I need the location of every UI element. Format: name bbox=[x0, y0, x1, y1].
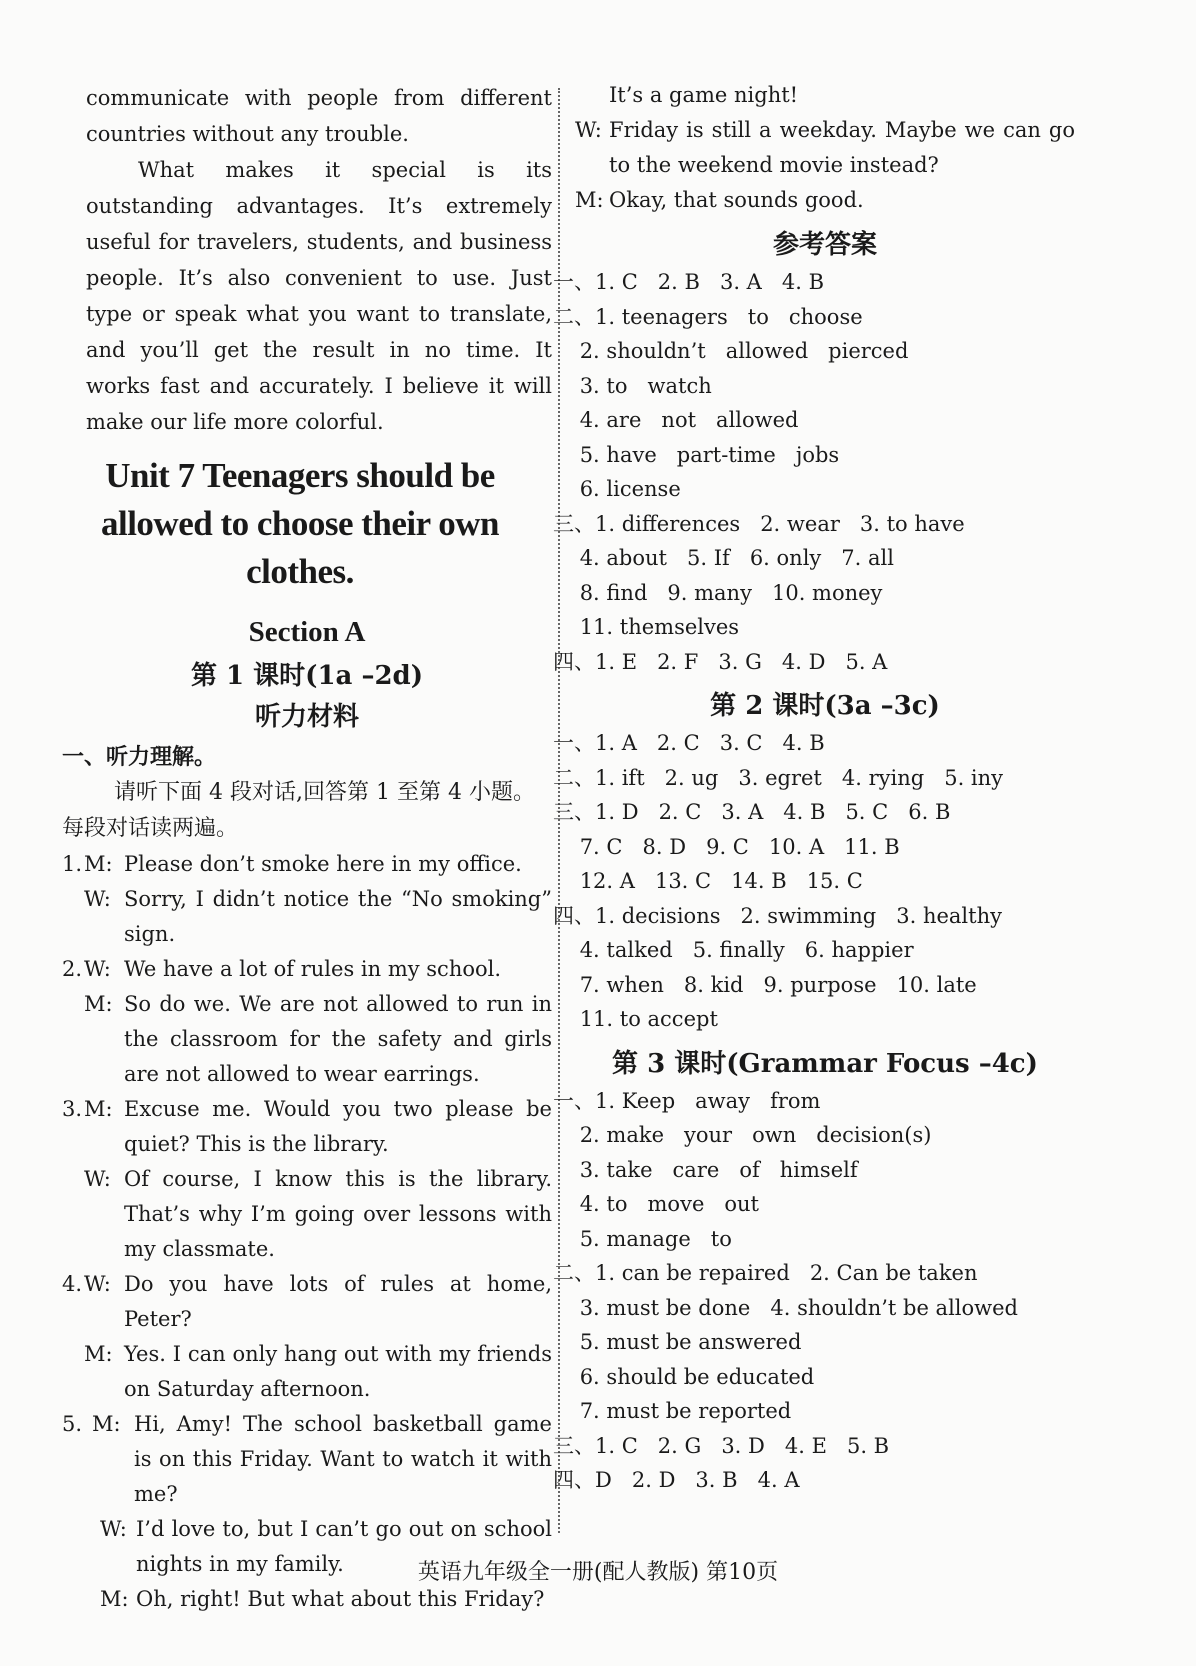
paragraph-advantages: What makes it special is its outstanding advantages. It’s extremely useful for travelers, students, and business people. It’s also convenient to use. Just type or speak what you want to translate, and you’ll get the result in no time. It works fast and accurately. I believe it will make our life more colorful. bbox=[86, 158, 552, 434]
dialogue-line: I’d love to, but I can’t go out on school nights in my family. bbox=[136, 1517, 552, 1576]
answer-line: 三、1. C 2. G 3. D 4. E 5. B bbox=[553, 1433, 890, 1458]
answer-line: 4. talked 5. finally 6. happier bbox=[553, 938, 914, 962]
dialogue-continued: It’s a game night! bbox=[609, 83, 799, 107]
answer-line: 6. should be educated bbox=[553, 1364, 815, 1389]
listening-material-title: 听力材料 bbox=[254, 702, 359, 732]
dialogue-line: Of course, I know this is the library. That’s why I’m going over lessons with my classmate. bbox=[124, 1167, 552, 1261]
dialogue-1: 1. M: Please don’t smoke here in my office. W: Sorry, I didn’t notice the “No smoking” sign. bbox=[62, 847, 552, 952]
answer-line: 一、1. A 2. C 3. C 4. B bbox=[553, 731, 825, 755]
answer-line: 4. about 5. If 6. only 7. all bbox=[553, 546, 894, 570]
page-footer: 英语九年级全一册(配人教版) 第10页 bbox=[417, 1560, 779, 1585]
answer-line: 11. themselves bbox=[553, 615, 740, 639]
answer-line: 4. to move out bbox=[553, 1192, 760, 1216]
dialogue-list bbox=[62, 847, 552, 1617]
paragraph-continued: communicate with people from different countries without any trouble. bbox=[86, 86, 552, 146]
dialogue-line: Friday is still a weekday. Maybe we can go to the weekend movie instead? bbox=[609, 118, 1075, 177]
dialogue-3: 3. M: Excuse me. Would you two please be quiet? This is the library. W: Of course, I know this is the library. That’s why I’m going over lessons with my classmate. bbox=[62, 1092, 552, 1267]
dialogue-line: Okay, that sounds good. bbox=[609, 188, 864, 212]
answer-line: 5. have part-time jobs bbox=[553, 442, 840, 467]
dialogue-5: 5. M: Hi, Amy! The school basketball game is on this Friday. Want to watch it with me? W: I’d love to, but I can’t go out on school nights in my family. M: Oh, right! But what about this Friday? bbox=[62, 1407, 552, 1617]
answer-line: 3. take care of himself bbox=[553, 1157, 858, 1182]
dialogue-2: 2. W: We have a lot of rules in my school. M: So do we. We are not allowed to run in the classroom for the safety and girls are not allowed to wear earrings. bbox=[62, 952, 552, 1092]
dialogue-line: Oh, right! But what about this Friday? bbox=[136, 1587, 545, 1611]
lesson-1-title: 第 1 课时(1a –2d) bbox=[190, 661, 424, 691]
dialogue-line: Hi, Amy! The school basketball game is on this Friday. Want to watch it with me? bbox=[134, 1412, 552, 1506]
answer-line: 7. must be reported bbox=[553, 1399, 792, 1423]
answer-line: 四、D 2. D 3. B 4. A bbox=[553, 1468, 800, 1492]
answer-line: 3. to watch bbox=[553, 373, 712, 398]
answer-line: 2. make your own decision(s) bbox=[553, 1123, 932, 1147]
answer-line: 三、1. differences 2. wear 3. to have bbox=[553, 511, 965, 536]
answer-line: 一、1. Keep away from bbox=[553, 1088, 821, 1113]
lesson-3-title: 第 3 课时(Grammar Focus –4c) bbox=[612, 1048, 1038, 1079]
lesson-1-answers bbox=[553, 265, 1075, 679]
answers-title: 参考答案 bbox=[772, 230, 877, 260]
lesson-2-answers bbox=[553, 726, 1075, 1037]
answer-line: 2. shouldn’t allowed pierced bbox=[553, 339, 909, 363]
lesson-2-title: 第 2 课时(3a –3c) bbox=[710, 691, 940, 721]
answer-line: 二、1. can be repaired 2. Can be taken bbox=[553, 1261, 978, 1285]
answer-line: 二、1. teenagers to choose bbox=[553, 304, 863, 329]
dialogue-line: Sorry, I didn’t notice the “No smoking” sign. bbox=[124, 887, 552, 946]
dialogue-line: So do we. We are not allowed to run in the classroom for the safety and girls are not allowed to wear earrings. bbox=[124, 992, 552, 1086]
dialogue-line: Please don’t smoke here in my office. bbox=[124, 852, 522, 876]
listening-heading: 一、听力理解。 bbox=[62, 744, 217, 770]
listening-instruction: 请听下面 4 段对话,回答第 1 至第 4 小题。每段对话读两遍。 bbox=[62, 780, 535, 841]
answer-line: 一、1. C 2. B 3. A 4. B bbox=[553, 270, 825, 294]
dialogue-line: Excuse me. Would you two please be quiet? This is the library. bbox=[124, 1097, 552, 1156]
answer-line: 4. are not allowed bbox=[553, 408, 799, 432]
dialogue-line: Yes. I can only hang out with my friends on Saturday afternoon. bbox=[124, 1342, 552, 1401]
dialogue-line: We have a lot of rules in my school. bbox=[124, 957, 502, 981]
answer-line: 7. when 8. kid 9. purpose 10. late bbox=[553, 972, 977, 997]
lesson-3-answers bbox=[553, 1084, 1075, 1498]
answer-line: 四、1. E 2. F 3. G 4. D 5. A bbox=[553, 649, 888, 674]
answer-line: 6. license bbox=[553, 477, 681, 501]
answer-line: 7. C 8. D 9. C 10. A 11. B bbox=[553, 834, 900, 859]
answer-line: 5. manage to bbox=[553, 1226, 732, 1251]
unit-title: Unit 7 Teenagers should be allowed to choose their own clothes. bbox=[100, 456, 500, 591]
answer-line: 11. to accept bbox=[553, 1007, 718, 1031]
right-column: It’s a game night! W: Friday is still a weekday. Maybe we can go to the weekend movie instead? M: Okay, that sounds good. 参考答案 一、1. C 2. B 3. A 4. B 二、1. teenagers to choose 2. shouldn’t allowed pierced 3. to watch 4. are not allowed 5. have part-time jobs 6. license 三、1. differences 2. wear 3. to have 4. about 5. If 6. only 7. all 8. find 9. many 10. money 11. themselves 四、1. E 2. F 3. G 4. D 5. A 第 2 课时(3a –3c) 一、1. A 2. C 3. C 4. B 二、1. ift 2. ug 3. egret 4. rying 5. iny 三、1. D 2. C 3. A 4. B 5. C 6. B 7. C 8. D 9. C 10. A 11. B 12. A 13. C 14. B 15. C 四、1. decisions 2. swimming 3. healthy 4. talked 5. finally 6. happier 7. when 8. kid 9. purpose 10. late 11. to accept 第 3 课时(Grammar Focus –4c) 一、1. Keep away from 2. make your own decision(s) 3. take care of himself 4. to move out 5. manage to 二、1. can be repaired 2. Can be taken 3. must be done 4. shouldn’t be allowed 5. must be answered 6. should be educated 7. must be reported 三、1. C 2. G 3. D 4. E 5. B 四、D 2. D 3. B 4. A bbox=[575, 78, 1075, 1498]
answer-line: 5. must be answered bbox=[553, 1330, 802, 1354]
answer-line: 四、1. decisions 2. swimming 3. healthy bbox=[553, 903, 1002, 928]
dialogue-4: 4. W: Do you have lots of rules at home, Peter? M: Yes. I can only hang out with my friends on Saturday afternoon. bbox=[62, 1267, 552, 1407]
answer-line: 3. must be done 4. shouldn’t be allowed bbox=[553, 1295, 1018, 1320]
answer-line: 三、1. D 2. C 3. A 4. B 5. C 6. B bbox=[553, 800, 951, 824]
left-column bbox=[62, 80, 552, 1617]
section-title: Section A bbox=[248, 616, 366, 648]
answer-line: 二、1. ift 2. ug 3. egret 4. rying 5. iny bbox=[553, 765, 1004, 790]
dialogue-line: Do you have lots of rules at home, Peter? bbox=[124, 1272, 552, 1331]
answer-line: 8. find 9. many 10. money bbox=[553, 580, 883, 605]
answer-line: 12. A 13. C 14. B 15. C bbox=[553, 869, 863, 893]
